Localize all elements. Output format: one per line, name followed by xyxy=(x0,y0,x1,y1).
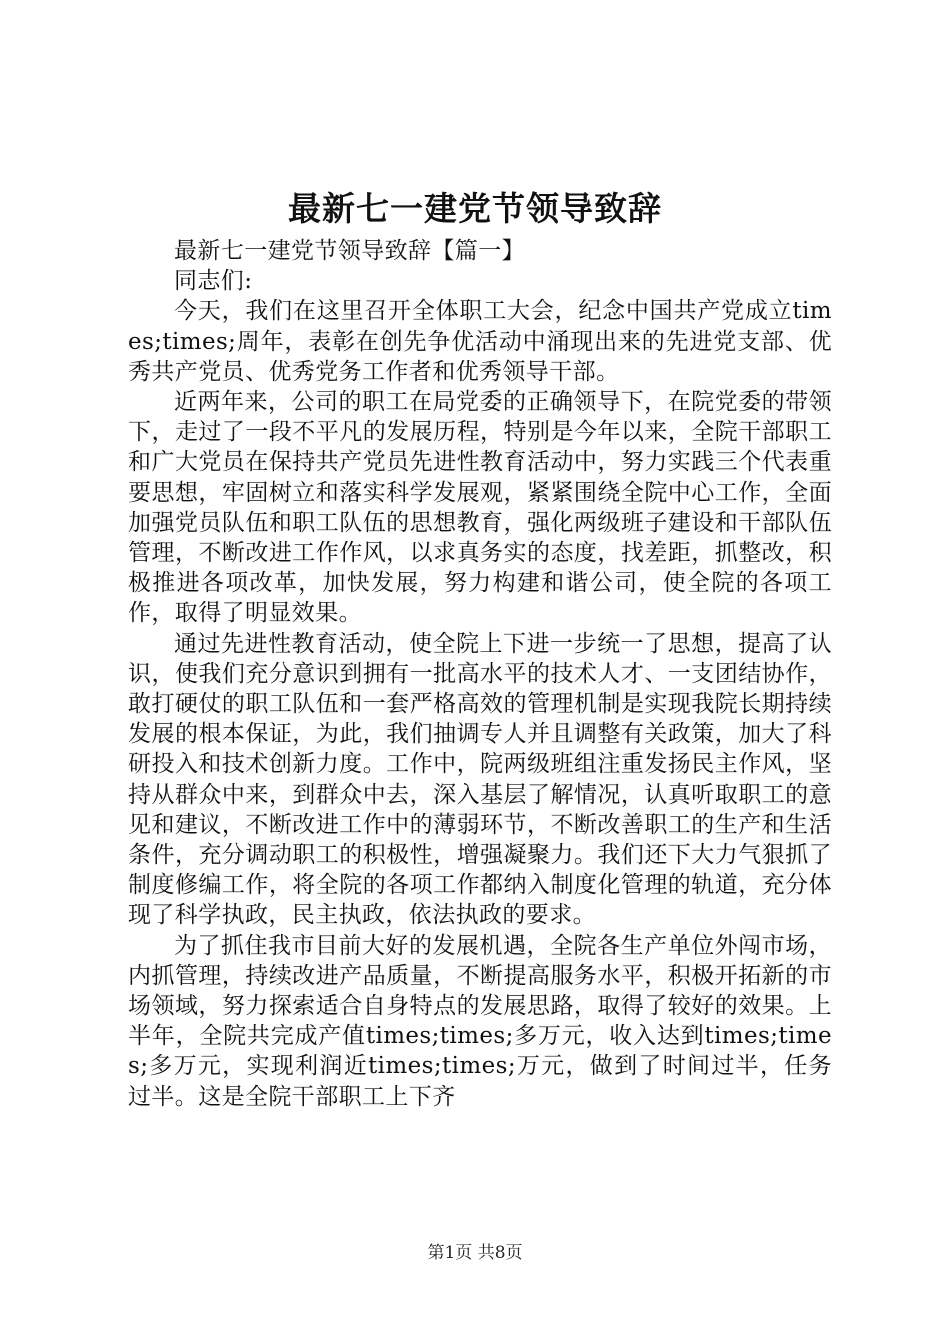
paragraph: 今天，我们在这里召开全体职工大会，纪念中国共产党成立times;times;周年，表彰在创先争优活动中涌现出来的先进党支部、优秀共产党员、优秀党务工作者和优秀领导干部。 xyxy=(128,298,832,385)
salutation: 同志们: xyxy=(174,268,253,295)
paragraph: 为了抓住我市目前大好的发展机遇，全院各生产单位外闯市场，内抓管理，持续改进产品质量，不断提高服务水平，积极开拓新的市场领域，努力探索适合自身特点的发展思路，取得了较好的效果。上半年，全院共完成产值times;times;多万元，收入达到times;times;多万元，实现利润近times;times;万元，做到了时间过半，任务过半。这是全院干部职工上下齐 xyxy=(128,932,832,1110)
document-title: 最新七一建党节领导致辞 xyxy=(288,189,662,228)
document-body xyxy=(128,236,832,1112)
page-footer xyxy=(0,1241,950,1265)
paragraph: 通过先进性教育活动，使全院上下进一步统一了思想，提高了认识，使我们充分意识到拥有一批高水平的技术人才、一支团结协作，敢打硬仗的职工队伍和一套严格高效的管理机制是实现我院长期持续发展的根本保证，为此，我们抽调专人并且调整有关政策，加大了科研投入和技术创新力度。工作中，院两级班组注重发扬民主作风，坚持从群众中来，到群众中去，深入基层了解情况，认真听取职工的意见和建议，不断改进工作中的薄弱环节，不断改善职工的生产和生活条件，充分调动职工的积极性，增强凝聚力。我们还下大力气狠抓了制度修编工作，将全院的各项工作都纳入制度化管理的轨道，充分体现了科学执政，民主执政，依法执政的要求。 xyxy=(128,630,832,929)
section-heading: 最新七一建党节领导致辞【篇一】 xyxy=(174,238,525,264)
page-number: 第1页 共8页 xyxy=(427,1243,523,1263)
paragraph: 近两年来，公司的职工在局党委的正确领导下，在院党委的带领下，走过了一段不平凡的发展历程，特别是今年以来，全院干部职工和广大党员在保持共产党员先进性教育活动中，努力实践三个代表重要思想，牢固树立和落实科学发展观，紧紧围绕全院中心工作，全面加强党员队伍和职工队伍的思想教育，强化两级班子建设和干部队伍管理，不断改进工作作风，以求真务实的态度，找差距，抓整改，积极推进各项改革，加快发展，努力构建和谐公司，使全院的各项工作，取得了明显效果。 xyxy=(128,389,832,627)
